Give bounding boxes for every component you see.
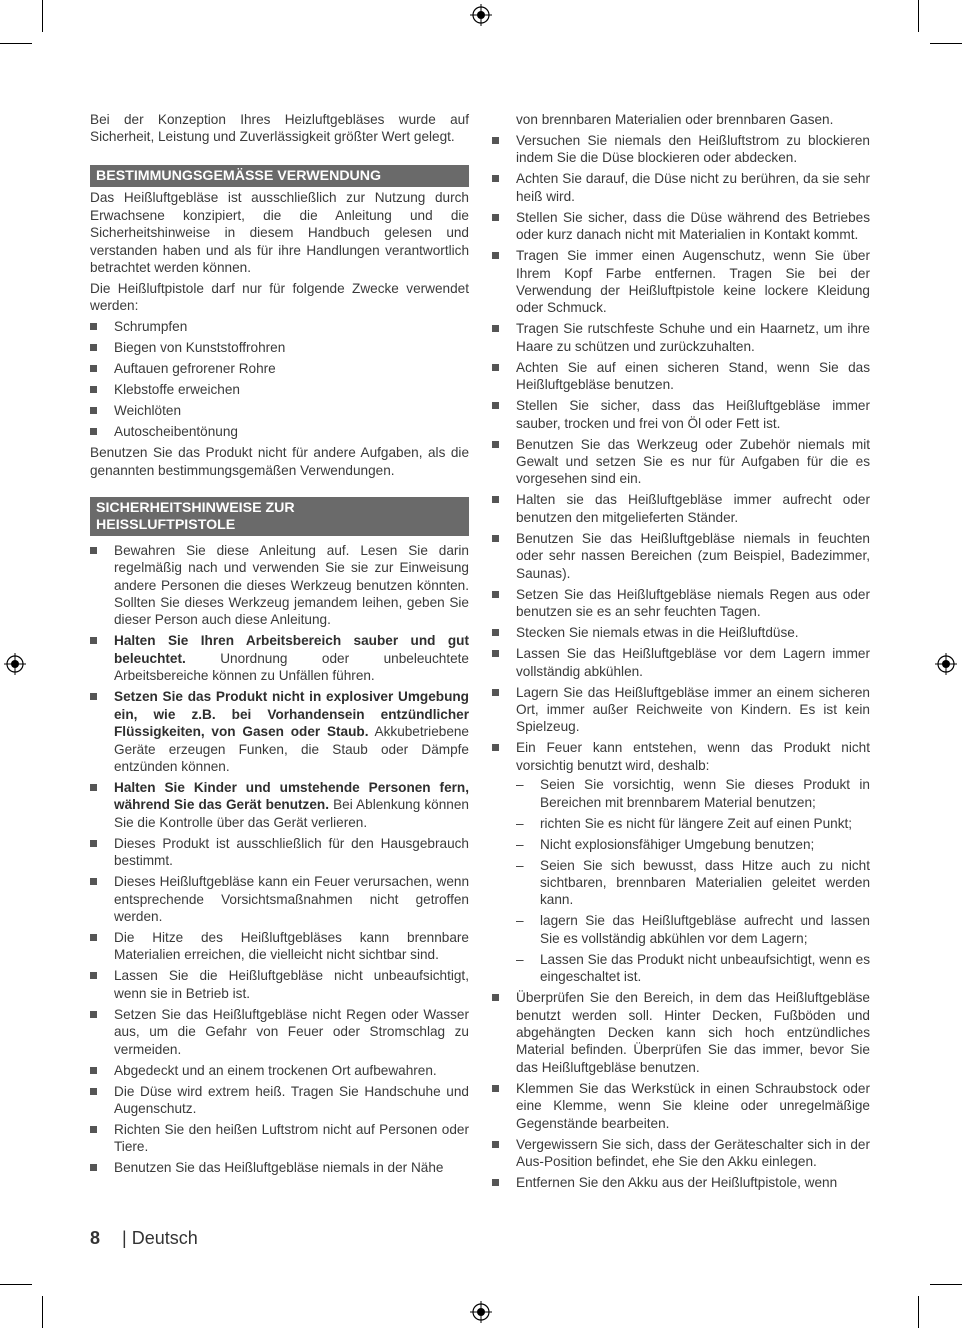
dash-icon: – bbox=[516, 836, 524, 852]
list-item: Lassen Sie die Heißluftgebläse nicht unbeaufsichtigt, wenn sie in Betrieb ist. bbox=[90, 967, 469, 1002]
list-item: Überprüfen Sie den Bereich, in dem das Heißluftgebläse benutzt werden soll. Hinter Decken, Fußböden und abgehängten Decken kann sich hoch entzündliches Material befinden. Überprüfen Sie das immer, bevor Sie das Heißluftgebläse benutzen. bbox=[492, 989, 870, 1076]
right-column bbox=[492, 111, 870, 1195]
list-item: Versuchen Sie niemals den Heißluftstrom zu blockieren indem Sie die Düse blockieren oder abdecken. bbox=[492, 132, 870, 167]
list-item: Dieses Heißluftgebläse kann ein Feuer verursachen, wenn entsprechende Vorsichtsmaßnahmen nicht getroffen werden. bbox=[90, 873, 469, 925]
bullet-icon bbox=[90, 693, 97, 700]
footer-language: | Deutsch bbox=[122, 1228, 198, 1248]
bullet-icon bbox=[90, 1067, 97, 1074]
list-item: Entfernen Sie den Akku aus der Heißluftpistole, wenn bbox=[492, 1174, 870, 1191]
intro-paragraph: Bei der Konzeption Ihres Heizluftgebläses wurde auf Sicherheit, Leistung und Zuverlässigkeit größter Wert gelegt. bbox=[90, 112, 469, 145]
bullet-icon bbox=[90, 344, 97, 351]
sub-list-item: – lagern Sie das Heißluftgebläse aufrecht und lassen Sie es vollständig abkühlen vor dem Lagern; bbox=[516, 913, 870, 946]
bullet-icon bbox=[492, 252, 499, 259]
list-item: Setzen Sie das Produkt nicht in explosiver Umgebung ein, wie z.B. bei Vorhandensein entzündlicher Flüssigkeiten, von Gasen oder Staub. Akkubetriebene Geräte erzeugen Funken, die Staub oder Dämpfe entzünden können. bbox=[90, 688, 469, 775]
bullet-icon bbox=[492, 441, 499, 448]
list-item: Benutzen Sie das Werkzeug oder Zubehör niemals mit Gewalt und setzen Sie es nur für Aufgaben für die es vorgesehen sind ein. bbox=[492, 436, 870, 488]
dash-icon: – bbox=[516, 913, 524, 929]
list-item: Stecken Sie niemals etwas in die Heißluftdüse. bbox=[492, 624, 870, 641]
bullet-icon bbox=[90, 878, 97, 885]
crop-mark bbox=[918, 0, 919, 32]
bullet-icon bbox=[492, 402, 499, 409]
bullet-icon bbox=[492, 496, 499, 503]
list-item: Vergewissern Sie sich, dass der Geräteschalter sich in der Aus-Position befindet, ehe Sie den Akku einlegen. bbox=[492, 1136, 870, 1171]
list-item: Stellen Sie sicher, dass das Heißluftgebläse immer sauber, trocken und frei von Öl oder Fett ist. bbox=[492, 397, 870, 432]
bullet-icon bbox=[492, 535, 499, 542]
list-item: Halten Sie Kinder und umstehende Personen fern, während Sie das Gerät benutzen. Bei Ablenkung können Sie die Kontrolle über das Gerät verlieren. bbox=[90, 779, 469, 831]
dash-icon: – bbox=[516, 951, 524, 967]
crop-mark bbox=[0, 1284, 32, 1285]
list-item: Die Düse wird extrem heiß. Tragen Sie Handschuhe und Augenschutz. bbox=[90, 1083, 469, 1118]
uses-list bbox=[90, 318, 469, 440]
bullet-icon bbox=[90, 365, 97, 372]
list-item: Tragen Sie immer einen Augenschutz, wenn Sie über Ihrem Kopf Farbe entfernen. Tragen Sie bei der Verwendung der Heißluftpistole keine lockere Kleidung oder Schmuck. bbox=[492, 247, 870, 317]
list-item: Biegen von Kunststoffrohren bbox=[90, 339, 469, 356]
bullet-icon bbox=[492, 325, 499, 332]
registration-mark-icon bbox=[4, 653, 26, 675]
list-item: Bewahren Sie diese Anleitung auf. Lesen Sie darin regelmäßig nach und verwenden Sie sie zur Einweisung andere Personen die dieses Werkzeug benutzen könnten. Sollten Sie dieses Werkzeug jemandem leihen, geben Sie dieser Person auch diese Anleitung. bbox=[90, 542, 469, 629]
list-item: Abgedeckt und an einem trockenen Ort aufbewahren. bbox=[90, 1062, 469, 1079]
sub-list-item: – Nicht explosionsfähiger Umgebung benutzen; bbox=[516, 836, 815, 852]
dash-icon: – bbox=[516, 857, 524, 873]
crop-mark bbox=[0, 43, 32, 44]
bullet-icon bbox=[90, 934, 97, 941]
list-item: Dieses Produkt ist ausschließlich für den Hausgebrauch bestimmt. bbox=[90, 835, 469, 870]
crop-mark bbox=[930, 1284, 962, 1285]
left-column bbox=[90, 111, 469, 1180]
bullet-icon bbox=[492, 175, 499, 182]
safety-list-left bbox=[90, 542, 469, 1177]
page-number: 8 bbox=[90, 1228, 101, 1248]
fire-sublist bbox=[516, 776, 870, 985]
bullet-icon bbox=[90, 428, 97, 435]
list-item: Die Hitze des Heißluftgebläses kann brennbare Materialien erreichen, die vielleicht nicht sichtbar sind. bbox=[90, 929, 469, 964]
registration-mark-icon bbox=[470, 1301, 492, 1323]
sub-list-item: – richten Sie es nicht für längere Zeit auf einen Punkt; bbox=[516, 815, 853, 831]
bullet-icon bbox=[90, 323, 97, 330]
bullet-icon bbox=[492, 629, 499, 636]
sub-list-item: – Seien Sie vorsichtig, wenn Sie dieses Produkt in Bereichen mit brennbarem Material benutzen; bbox=[516, 777, 870, 810]
dash-icon: – bbox=[516, 777, 524, 793]
bullet-icon bbox=[492, 994, 499, 1001]
safety-list-right bbox=[492, 132, 870, 1191]
intended-use-paragraph: Das Heißluftgebläse ist ausschließlich zur Nutzung durch Erwachsene konzipiert, die die Anleitung und die Sicherheitshinweise in diesem Handbuch gelesen und verstanden haben und als für ihre Handlungen verantwortlich betrachtet werden können. bbox=[90, 190, 469, 276]
list-item: Setzen Sie das Heißluftgebläse nicht Regen oder Wasser aus, um die Gefahr von Feuer oder Stromschlag zu vermeiden. bbox=[90, 1006, 469, 1058]
bullet-icon bbox=[492, 744, 499, 751]
crop-mark bbox=[42, 1296, 43, 1328]
registration-mark-icon bbox=[470, 4, 492, 26]
bullet-icon bbox=[492, 137, 499, 144]
bullet-icon bbox=[492, 1179, 499, 1186]
list-item: Achten Sie darauf, die Düse nicht zu berühren, da sie sehr heiß wird. bbox=[492, 170, 870, 205]
bullet-icon bbox=[492, 650, 499, 657]
list-item: Benutzen Sie das Heißluftgebläse niemals in feuchten oder sehr nassen Bereichen (zum Beispiel, Badezimmer, Saunas). bbox=[492, 530, 870, 582]
list-item: Benutzen Sie das Heißluftgebläse niemals in der Nähe bbox=[90, 1159, 469, 1176]
section-heading-safety: SICHERHEITSHINWEISE ZUR HEISSLUFTPISTOLE bbox=[90, 497, 469, 536]
list-item-fire: Ein Feuer kann entstehen, wenn das Produkt nicht vorsichtig benutzt wird, deshalb: – Seien Sie vorsichtig, wenn Sie dieses Produkt in Bereichen mit brennbarem Material benutzen; – richten Sie es nicht für längere Zeit auf einen Punkt; – Nicht explosionsfähiger Umgebung benutzen; – Seien Sie sich bewusst, dass Hitze auch zu nicht sichtbaren, brennbaren Materialien geleitet werden kann. – lagern Sie das Heißluftgebläse aufrecht und lassen Sie es vollständig abkühlen vor dem Lagern; – Lassen Sie das Produkt nicht unbeaufsichtigt, wenn es eingeschaltet ist. bbox=[492, 739, 870, 985]
sub-list-item: – Lassen Sie das Produkt nicht unbeaufsichtigt, wenn es eingeschaltet ist. bbox=[516, 951, 870, 985]
list-item: Richten Sie den heißen Luftstrom nicht auf Personen oder Tiere. bbox=[90, 1121, 469, 1156]
list-item: Weichlöten bbox=[90, 402, 469, 419]
bullet-icon bbox=[90, 637, 97, 644]
sub-list-item: – Seien Sie sich bewusst, dass Hitze auch zu nicht sichtbaren, brennbaren Materialien geleitet werden kann. bbox=[516, 857, 870, 908]
list-item: Setzen Sie das Heißluftgebläse niemals Regen aus oder benutzen sie es an sehr feuchten Tagen. bbox=[492, 586, 870, 621]
bullet-icon bbox=[90, 1011, 97, 1018]
bullet-icon bbox=[492, 1085, 499, 1092]
bullet-icon bbox=[492, 1141, 499, 1148]
bullet-icon bbox=[90, 386, 97, 393]
crop-mark bbox=[930, 43, 962, 44]
list-item: Lagern Sie das Heißluftgebläse immer an einem sicheren Ort, immer außer Reichweite von Kindern. Es ist kein Spielzeug. bbox=[492, 684, 870, 736]
dash-icon: – bbox=[516, 815, 524, 831]
list-item: Autoscheibentönung bbox=[90, 423, 469, 440]
registration-mark-icon bbox=[935, 653, 957, 675]
intended-use-closing: Benutzen Sie das Produkt nicht für andere Aufgaben, als die genannten bestimmungsgemäßen Verwendungen. bbox=[90, 445, 469, 478]
continuation-text: von brennbaren Materialien oder brennbaren Gasen. bbox=[516, 112, 834, 127]
list-item: Halten sie das Heißluftgebläse immer aufrecht oder benutzen den mitgelieferten Ständer. bbox=[492, 491, 870, 526]
bullet-icon bbox=[492, 364, 499, 371]
bullet-icon bbox=[492, 591, 499, 598]
bullet-icon bbox=[90, 840, 97, 847]
list-item: Halten Sie Ihren Arbeitsbereich sauber und gut beleuchtet. Unordnung oder unbeleuchtete Arbeitsbereiche können zu Unfällen führen. bbox=[90, 632, 469, 684]
bullet-icon bbox=[90, 1164, 97, 1171]
list-item: Tragen Sie rutschfeste Schuhe und ein Haarnetz, um ihre Haare zu schützen und zurückzuhalten. bbox=[492, 320, 870, 355]
crop-mark bbox=[918, 1296, 919, 1328]
list-item: Schrumpfen bbox=[90, 318, 469, 335]
bullet-icon bbox=[90, 547, 97, 554]
list-item: Stellen Sie sicher, dass die Düse während des Betriebes oder kurz danach nicht mit Materialien in Kontakt kommt. bbox=[492, 209, 870, 244]
bullet-icon bbox=[90, 1126, 97, 1133]
intended-use-purposes-intro: Die Heißluftpistole darf nur für folgende Zwecke verwendet werden: bbox=[90, 281, 469, 314]
bullet-icon bbox=[492, 214, 499, 221]
bullet-icon bbox=[90, 1088, 97, 1095]
bullet-icon bbox=[90, 784, 97, 791]
bullet-icon bbox=[90, 407, 97, 414]
list-item: Klebstoffe erweichen bbox=[90, 381, 469, 398]
list-item: Auftauen gefrorener Rohre bbox=[90, 360, 469, 377]
bullet-icon bbox=[492, 689, 499, 696]
list-item: Achten Sie auf einen sicheren Stand, wenn Sie das Heißluftgebläse benutzen. bbox=[492, 359, 870, 394]
section-heading-intended-use: BESTIMMUNGSGEMÄSSE VERWENDUNG bbox=[90, 165, 469, 187]
page-footer bbox=[90, 1230, 198, 1247]
crop-mark bbox=[42, 0, 43, 32]
bullet-icon bbox=[90, 972, 97, 979]
list-item: Klemmen Sie das Werkstück in einen Schraubstock oder eine Klemme, wenn Sie kleine oder unregelmäßige Gegenstände bearbeiten. bbox=[492, 1080, 870, 1132]
list-item: Lassen Sie das Heißluftgebläse vor dem Lagern immer vollständig abkühlen. bbox=[492, 645, 870, 680]
